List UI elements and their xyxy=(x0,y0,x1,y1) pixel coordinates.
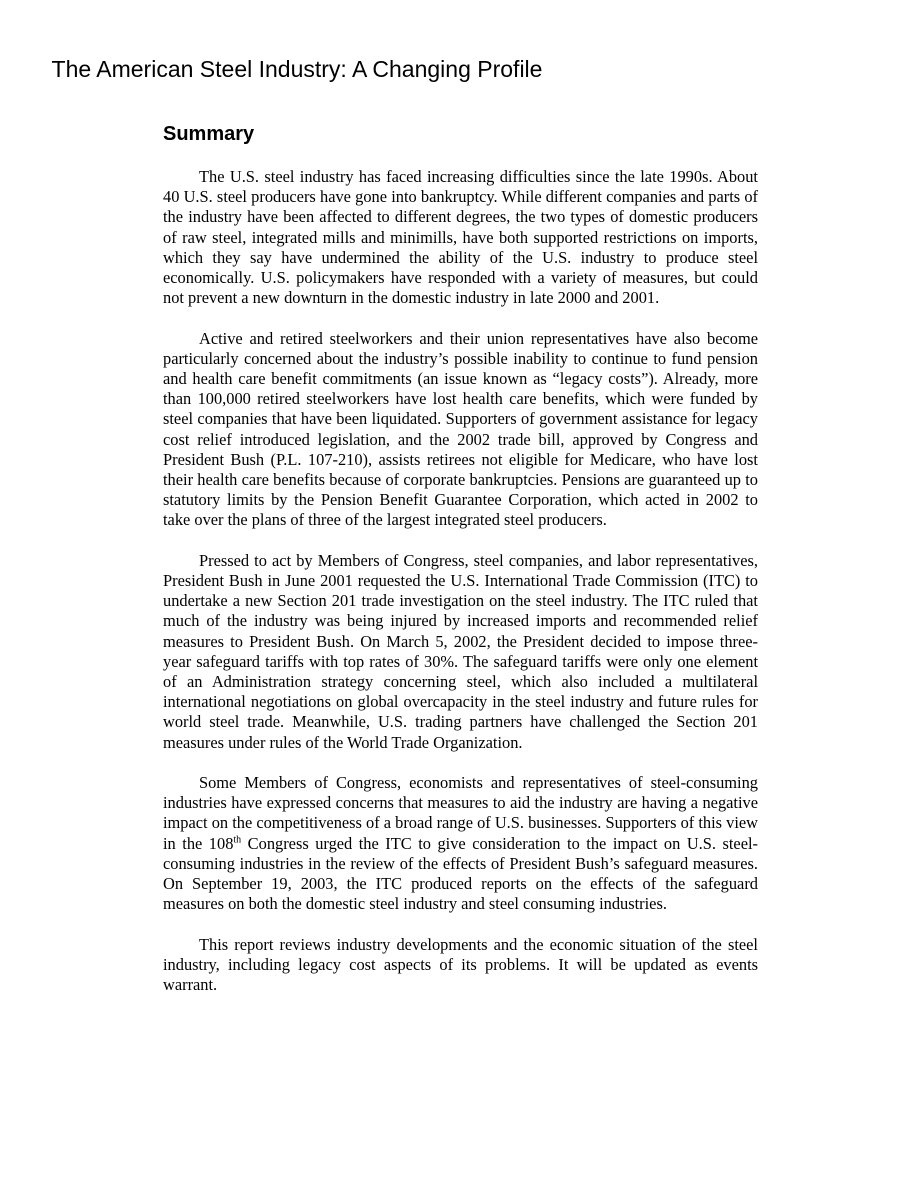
summary-body xyxy=(163,167,758,1015)
paragraph-4-text-b: Congress urged the ITC to give consideration to the impact on U.S. steel-consuming industries in the review of the effects of President Bush’s safeguard measures. On September 19, 2003, the ITC produced reports on the effects of the safeguard measures on both the domestic steel industry and steel consuming industries. xyxy=(163,833,758,914)
ordinal-suffix: th xyxy=(233,834,242,846)
paragraph-2: Active and retired steelworkers and their union representatives have also become particularly concerned about the industry’s possible inability to continue to fund pension and health care benefit commitments (an issue known as “legacy costs”). Already, more than 100,000 retired steelworkers have lost health care benefits, which were funded by steel companies that have been liquidated. Supporters of government assistance for legacy cost relief introduced legislation, and the 2002 trade bill, approved by Congress and President Bush (P.L. 107-210), assists retirees not eligible for Medicare, who have lost their health care benefits because of corporate bankruptcies. Pensions are guaranteed up to statutory limits by the Pension Benefit Guarantee Corporation, which acted in 2002 to take over the plans of three of the largest integrated steel producers. xyxy=(163,328,758,530)
paragraph-5: This report reviews industry developments and the economic situation of the steel industry, including legacy cost aspects of its problems. It will be updated as events warrant. xyxy=(163,934,758,995)
paragraph-4-text-a: Some Members of Congress, economists and representatives of steel-consuming industries have expressed concerns that measures to aid the industry are having a negative impact on the competitiveness of a broad range of U.S. businesses. Supporters of this view in the 108 xyxy=(163,773,758,853)
paragraph-1: The U.S. steel industry has faced increasing difficulties since the late 1990s. About 40 U.S. steel producers have gone into bankruptcy. While different companies and parts of the industry have been affected to different degrees, the two types of domestic producers of raw steel, integrated mills and minimills, have both supported restrictions on imports, which they say have undermined the ability of the U.S. industry to produce steel economically. U.S. policymakers have responded with a variety of measures, but could not prevent a new downturn in the domestic industry in late 2000 and 2001. xyxy=(163,167,758,308)
document-title: The American Steel Industry: A Changing Profile xyxy=(51,56,543,82)
paragraph-3: Pressed to act by Members of Congress, steel companies, and labor representatives, President Bush in June 2001 requested the U.S. International Trade Commission (ITC) to undertake a new Section 201 trade investigation on the steel industry. The ITC ruled that much of the industry was being injured by increased imports and recommended relief measures to President Bush. On March 5, 2002, the President decided to impose three-year safeguard tariffs with top rates of 30%. The safeguard tariffs were only one element of an Administration strategy concerning steel, which also included a multilateral international negotiations on global overcapacity in the steel industry and future rules for world steel trade. Meanwhile, U.S. trading partners have challenged the Section 201 measures under rules of the World Trade Organization. xyxy=(163,550,758,752)
section-heading-summary: Summary xyxy=(163,123,255,145)
paragraph-4 xyxy=(163,773,758,914)
